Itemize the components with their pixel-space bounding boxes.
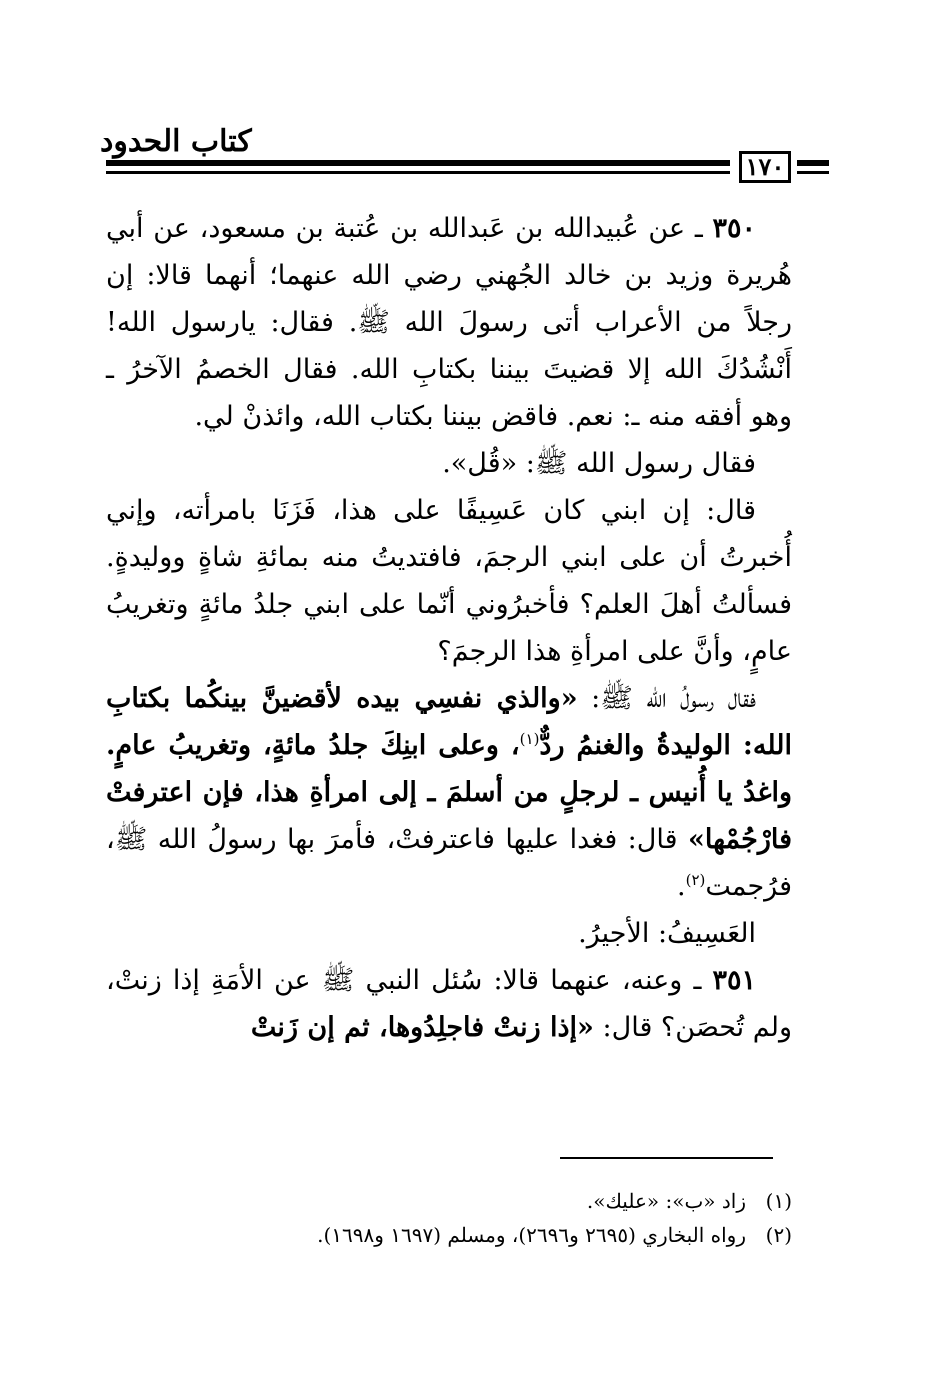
- paragraph-text: ـ عن عُبيدالله بن عَبدالله بن عُتبة بن مسعود، عن أبي هُريرة وزيد بن خالد الجُهني رضي الله عنهما؛ أنهما قالا: إن رجلاً من الأعراب أتى رسولَ الله ﷺ. فقال: يارسول الله! أَنْشُدُكَ الله إلا قضيتَ بيننا بكتابِ الله. فقال الخصمُ الآخرُ ـ وهو أفقه منه ـ: نعم. فاقض بيننا بكتاب الله، وائذنْ لي.: [106, 213, 792, 432]
- footnote-text: رواه البخاري (٢٦٩٥ و٢٦٩٦)، ومسلم (١٦٩٧ و١٦٩٨).: [317, 1223, 746, 1247]
- paragraph-text: .: [677, 871, 686, 902]
- hadith-number: ٣٥١: [712, 965, 756, 996]
- paragraph-text: قال: فغدا عليها فاعترفتْ، فأمرَ بها رسولُ الله ﷺ، فرُجمت: [106, 824, 792, 902]
- footnote-text: زاد «ب»: «عليك».: [586, 1189, 746, 1213]
- paragraph: قال: إن ابني كان عَسِيفًا على هذا، فَزَنَا بامرأته، وإني أُخبرتُ أن على ابني الرجمَ، فافتديتُ منه بمائةِ شاةٍ ووليدةٍ. فسألتُ أهلَ العلم؟ فأخبرُوني أنّما على ابني جلدُ مائةٍ وتغريبُ عامٍ، وأنَّ على امرأةِ هذا الرجمَ؟: [106, 495, 792, 667]
- footnote-1: [260, 1184, 792, 1218]
- footnote-ref[interactable]: (٢): [685, 871, 706, 889]
- quote-text: «والذي نفسِي بيده لأقضينَّ بينكُما بكتابِ الله: الوليدةُ والغنمُ ردٌّ: [106, 683, 792, 761]
- paragraph-351: [106, 957, 792, 1051]
- footnote-number: (٢): [765, 1223, 792, 1247]
- quote-text: ، وعلى ابنِكَ جلدُ مائةٍ، وتغريبُ عامٍ. واغدُ يا أُنيس ـ لرجلٍ من أسلمَ ـ إلى امرأةِ هذا، فإن اعترفتْ فارْجُمْها»: [106, 730, 792, 855]
- page-number: ١٧٠: [739, 151, 791, 183]
- quote-text: «إذا زنتْ فاجلِدُوها، ثم إن زَنتْ: [250, 1012, 594, 1043]
- footnotes: [260, 1184, 792, 1252]
- paragraph: [106, 675, 792, 910]
- footnote-divider: [560, 1157, 773, 1159]
- footnote-2: [260, 1218, 792, 1252]
- paragraph-text: فقال رسولُ الله ﷺ:: [577, 683, 756, 714]
- hadith-number: ٣٥٠: [712, 213, 756, 244]
- footnote-ref[interactable]: (١): [519, 730, 540, 748]
- main-text: [106, 205, 792, 1051]
- paragraph: فقال رسول الله ﷺ: «قُل».: [442, 448, 756, 479]
- paragraph-text: ـ وعنه، عنهما قالا: سُئل النبي ﷺ عن الأمَةِ إذا زنتْ، ولم تُحصَن؟ قال:: [106, 965, 792, 1043]
- paragraph-350: [106, 205, 792, 440]
- gloss: العَسِيفُ: الأجيرُ.: [578, 918, 756, 949]
- footnote-number: (١): [765, 1189, 792, 1213]
- running-title: كتاب الحدود: [100, 124, 252, 159]
